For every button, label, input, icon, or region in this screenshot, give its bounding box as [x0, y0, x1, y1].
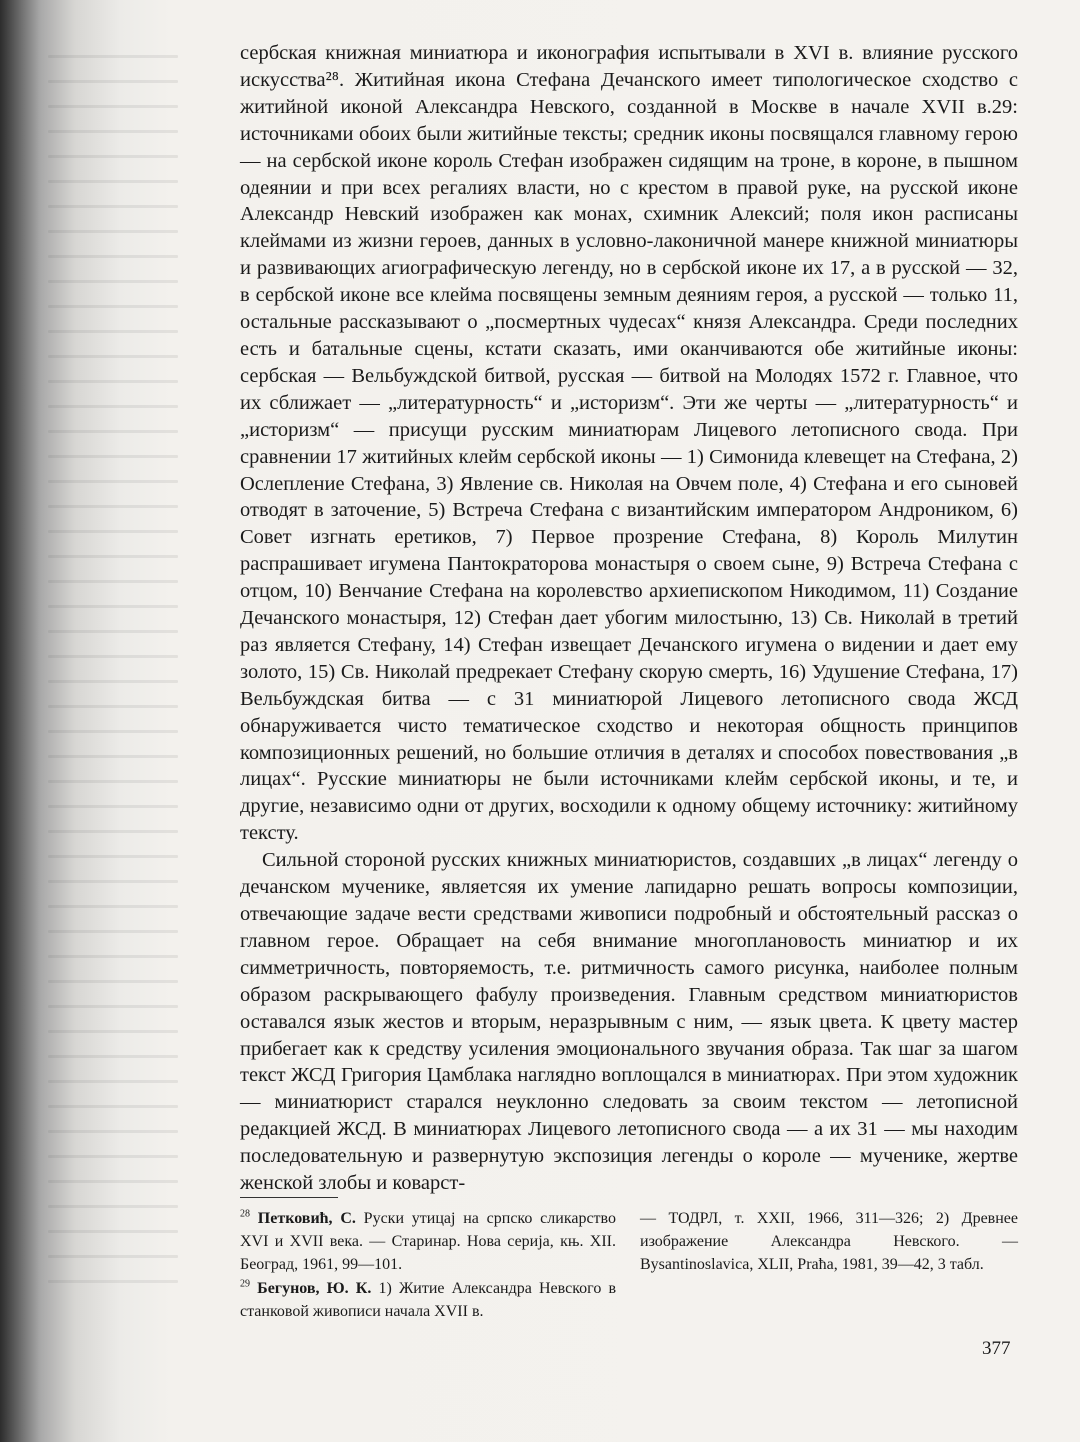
- footnote-author: Петковић, С.: [257, 1210, 356, 1227]
- footnote-number: 29: [240, 1278, 250, 1290]
- page-number: 377: [982, 1338, 1011, 1359]
- footnote-29-continued: — ТОДРЛ, т. XXII, 1966, 311—326; 2) Древнее изображение Александра Невского. — Bysantinoslavica, XLII, Praћa, 1981, 39—42, 3 табл.: [640, 1210, 1018, 1274]
- footnotes-right-column: [640, 1207, 1018, 1277]
- bleed-through-text: [48, 55, 178, 1315]
- footnotes-left-column: [240, 1207, 616, 1323]
- footnote-text: 1) Житие Александра Невского в станковой живописи начала XVII в.: [240, 1279, 616, 1320]
- footnote-separator: [240, 1197, 338, 1198]
- footnote-28: [240, 1207, 616, 1277]
- footnote-number: 28: [240, 1208, 250, 1220]
- body-paragraph-2: Сильной стороной русских книжных миниатюристов, создавших „в лицах“ легенду о дечанском мученике, являетсяя их умение лапидарно решать вопросы композиции, отвечающие задаче вести средствами живописи подробный и обстоятельный рассказ о главном герое. Обращает на себя внимание многоплановость миниатюр и их симметричность, повторяемость, т.е. ритмичность самого рисунка, наиболее полным образом раскрывающего фабулу произведения. Главным средством миниатюристов оставался язык жестов и вторым, неразрывным с ним, — язык цвета. К цвету мастер прибегает как к средству усиления эмоционального звучания образа. Так шаг за шагом текст ЖСД Григория Цамблака наглядно воплощался в миниатюрах. При этом художник — миниатюрист старался неуклонно следовать за своим текстом — летописной редакцией ЖСД. В миниатюрах Лицевого летописного свода — а их 31 — мы находим последовательную и развернутую экспозиция легенды о короле — мученике, жертве женской злобы и коварст-: [240, 849, 1018, 1195]
- footnote-author: Бегунов, Ю. К.: [257, 1279, 372, 1297]
- footnote-text: Руски утицај на српско сликарство XVI и XVII века. — Старинар. Нова серија, књ. XII. Београд, 1961, 99—101.: [240, 1210, 616, 1274]
- footnote-29: [240, 1277, 616, 1323]
- body-paragraph-1: сербская книжная миниатюра и иконография испытывали в XVI в. влияние русского искусства²⁸. Житийная икона Стефана Дечанского имеет типологическое сходство с житийной иконой Александра Невского, созданной в Москве в начале XVII в.29: источниками обоих были житийные тексты; средник иконы посвящался главному герою — на сербской иконе король Стефан изображен сидящим на троне, в короне, в пышном одеянии и при всех регалиях власти, но с крестом в правой руке, на русской иконе Александр Невский изображен как монах, схимник Алексий; поля икон расписаны клеймами из жизни героев, данных в условно-лаконичной манере книжной миниатюры и развивающих агиографическую легенду, но в сербской иконе их 17, а в русской — 32, в сербской иконе все клейма посвящены земным деяниям героя, а русской — только 11, остальные рассказывают о „посмертных чудесах“ князя Александра. Среди последних есть и батальные сцены, кстати сказать, ими оканчиваются обе житийные иконы: сербская — Вельбуждской битвой, русская — битвой на Молодях 1572 г. Главное, что их сближает — „литературность“ и „историзм“. Эти же черты — „литературность“ и „историзм“ — присущи русским миниатюрам Лицевого летописного свода. При сравнении 17 житийных клейм сербской иконы — 1) Симонида клевещет на Стефана, 2) Ослепление Стефана, 3) Явление св. Николая на Овчем поле, 4) Стефана и его сыновей отводят в заточение, 5) Встреча Стефана с византийским императором Андроником, 6) Совет изгнать еретиков, 7) Первое прозрение Стефана, 8) Король Милутин распрашивает игумена Пантократорова монастыря о своем сыне, 9) Встреча Стефана с отцом, 10) Венчание Стефана на королевство архиепископом Никодимом, 11) Создание Дечанского монастыря, 12) Стефан дает убогим милостыню, 13) Св. Николай в третий раз является Стефану, 14) Стефан извещает Дечанского игумена о видении и дает ему золото, 15) Св. Николай предрекает Стефану скорую смерть, 16) Удушение Стефана, 17) Вельбуждская битва — с 31 миниатюрой Лицевого летописного свода ЖСД обнаруживается чисто тематическое сходство и некоторая общность принципов композиционных решений, но большие отличия в деталях и способох повествования „в лицах“. Русские миниатюры не были источниками клейм сербской иконы, и те, и другие, независимо одни от других, восходили к одному общему источнику: житийному тексту.: [240, 42, 1018, 845]
- main-text: [240, 40, 1018, 1197]
